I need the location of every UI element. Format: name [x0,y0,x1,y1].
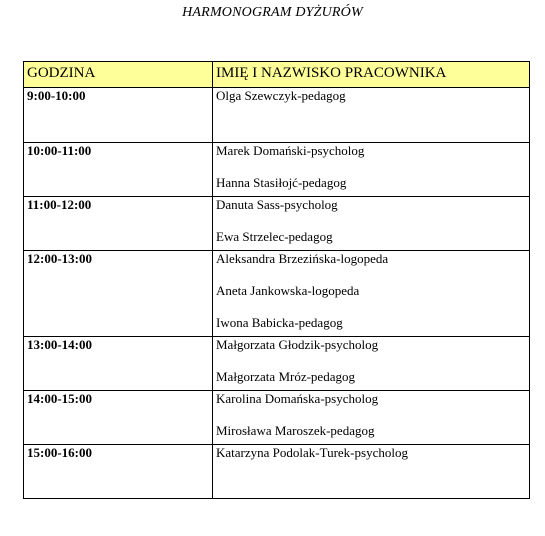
staff-cell [213,391,530,445]
table-row [24,251,530,337]
staff-name: Ewa Strzelec-pedagog [216,229,333,244]
staff-name: Karolina Domańska-psycholog [216,391,379,406]
staff-name: Katarzyna Podolak-Turek-psycholog [216,445,408,460]
table-row [24,143,530,197]
staff-name: Danuta Sass-psycholog [216,197,338,212]
staff-name: Mirosława Maroszek-pedagog [216,423,375,438]
time-slot-cell: 14:00-15:00 [24,391,213,445]
column-header-name: IMIĘ I NAZWISKO PRACOWNIKA [213,62,530,88]
table-header-row [24,62,530,88]
staff-cell [213,88,530,143]
table-row [24,197,530,251]
staff-name: Małgorzata Mróz-pedagog [216,369,355,384]
column-header-time: GODZINA [24,62,213,88]
staff-name: Aleksandra Brzezińska-logopeda [216,251,389,266]
time-slot-cell: 9:00-10:00 [24,88,213,143]
time-slot-cell: 11:00-12:00 [24,197,213,251]
staff-name: Małgorzata Głodzik-psycholog [216,337,379,352]
staff-name: Aneta Jankowska-logopeda [216,283,360,298]
staff-cell [213,337,530,391]
staff-cell [213,143,530,197]
staff-name: Olga Szewczyk-pedagog [216,88,346,103]
time-slot-cell: 13:00-14:00 [24,337,213,391]
table-row [24,337,530,391]
table-row [24,391,530,445]
schedule-table [23,61,530,499]
staff-name: Iwona Babicka-pedagog [216,315,343,330]
staff-name: Hanna Stasiłojć-pedagog [216,175,347,190]
table-row [24,88,530,143]
document-title: HARMONOGRAM DYŻURÓW [182,5,363,20]
staff-cell [213,251,530,337]
staff-cell [213,197,530,251]
time-slot-cell: 15:00-16:00 [24,445,213,499]
time-slot-cell: 12:00-13:00 [24,251,213,337]
time-slot-cell: 10:00-11:00 [24,143,213,197]
staff-name: Marek Domański-psycholog [216,143,365,158]
staff-cell [213,445,530,499]
table-row [24,445,530,499]
